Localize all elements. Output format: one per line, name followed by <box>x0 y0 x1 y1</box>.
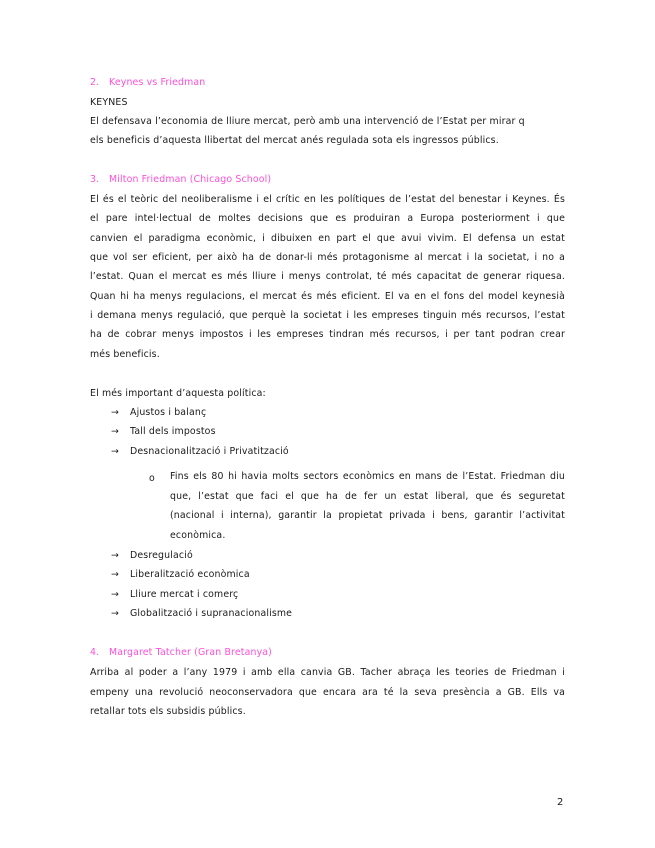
paragraph-line: El defensava l’economia de lliure mercat, però amb una intervenció de l’Estat per mirar q <box>90 116 525 127</box>
sublist-line: que, l’estat que faci el que ha de fer un estat liberal, que és seguretat <box>170 491 565 502</box>
list-item: Desnacionalització i Privatització <box>130 446 289 457</box>
sublist-line: (nacional i interna), garantir la propietat privada i bens, garantir l’activitat <box>170 510 565 521</box>
paragraph-line: l’estat. Quan el mercat es més lliure i menys controlat, té més capacitat de generar riquesa. <box>90 271 565 282</box>
paragraph-line: empeny una revolució neoconservadora que encara ara té la seva presència a GB. Ells va <box>90 687 565 698</box>
heading-margaret-tatcher <box>90 647 272 658</box>
sublist-line: Fins els 80 hi havia molts sectors econòmics en mans de l’Estat. Friedman diu <box>170 471 565 482</box>
paragraph-line: i demana menys regulació, que perquè la societat i les empreses tinguin més recursos, l’estat <box>90 310 565 321</box>
sublist-line: econòmica. <box>170 530 226 541</box>
paragraph-line: canvien el paradigma econòmic, i dibuixen en part el que avui vivim. El defensa un estat <box>90 233 565 244</box>
heading-text: Milton Friedman (Chicago School) <box>109 174 272 185</box>
heading-text: Keynes vs Friedman <box>109 77 206 88</box>
heading-number: 4. <box>90 647 100 658</box>
list-item: Lliure mercat i comerç <box>130 589 239 600</box>
paragraph-line: El és el teòric del neoliberalisme i el crític en les polítiques de l’estat del benestar i Keynes. És <box>90 194 565 205</box>
paragraph-line: Arriba al poder a l’any 1979 i amb ella canvia GB. Tacher abraça les teories de Friedman i <box>90 667 565 678</box>
paragraph-line: el pare intel·lectual de moltes decisions que es produiran a Europa posteriorment i que <box>90 213 565 224</box>
arrow-bullet-icon: → <box>111 589 119 600</box>
arrow-bullet-icon: → <box>111 407 119 418</box>
paragraph-line: ha de cobrar menys impostos i les empreses tindran més recursos, i per tant podran crear <box>90 329 565 340</box>
paragraph-line: Quan hi ha menys regulacions, el mercat és més eficient. El va en el fons del model keynesià <box>90 291 565 302</box>
paragraph-line: que vol ser eficient, per això ha de donar-li més protagonisme al mercat i la societat, i no a <box>90 252 565 263</box>
arrow-bullet-icon: → <box>111 608 119 619</box>
paragraph-line: els beneficis d’aquesta llibertat del mercat anés regulada sota els ingressos públics. <box>90 135 499 146</box>
arrow-bullet-icon: → <box>111 550 119 561</box>
list-item: Tall dels impostos <box>130 426 216 437</box>
heading-text: Margaret Tatcher (Gran Bretanya) <box>109 647 272 658</box>
paragraph-line: més beneficis. <box>90 349 160 360</box>
circle-bullet-icon: o <box>149 473 155 484</box>
list-intro: El més important d’aquesta política: <box>90 388 266 399</box>
heading-milton-friedman <box>90 174 271 185</box>
heading-keynes-vs-friedman <box>90 77 205 88</box>
arrow-bullet-icon: → <box>111 426 119 437</box>
list-item: Liberalització econòmica <box>130 569 250 580</box>
arrow-bullet-icon: → <box>111 569 119 580</box>
list-item: Globalització i supranacionalisme <box>130 608 293 619</box>
list-item: Desregulació <box>130 550 193 561</box>
paragraph-line: retallar tots els subsidis públics. <box>90 706 246 717</box>
heading-number: 2. <box>90 77 100 88</box>
page-number: 2 <box>557 797 564 808</box>
arrow-bullet-icon: → <box>111 446 119 457</box>
list-item: Ajustos i balanç <box>130 407 207 418</box>
subheading-keynes: KEYNES <box>90 97 128 108</box>
heading-number: 3. <box>90 174 100 185</box>
